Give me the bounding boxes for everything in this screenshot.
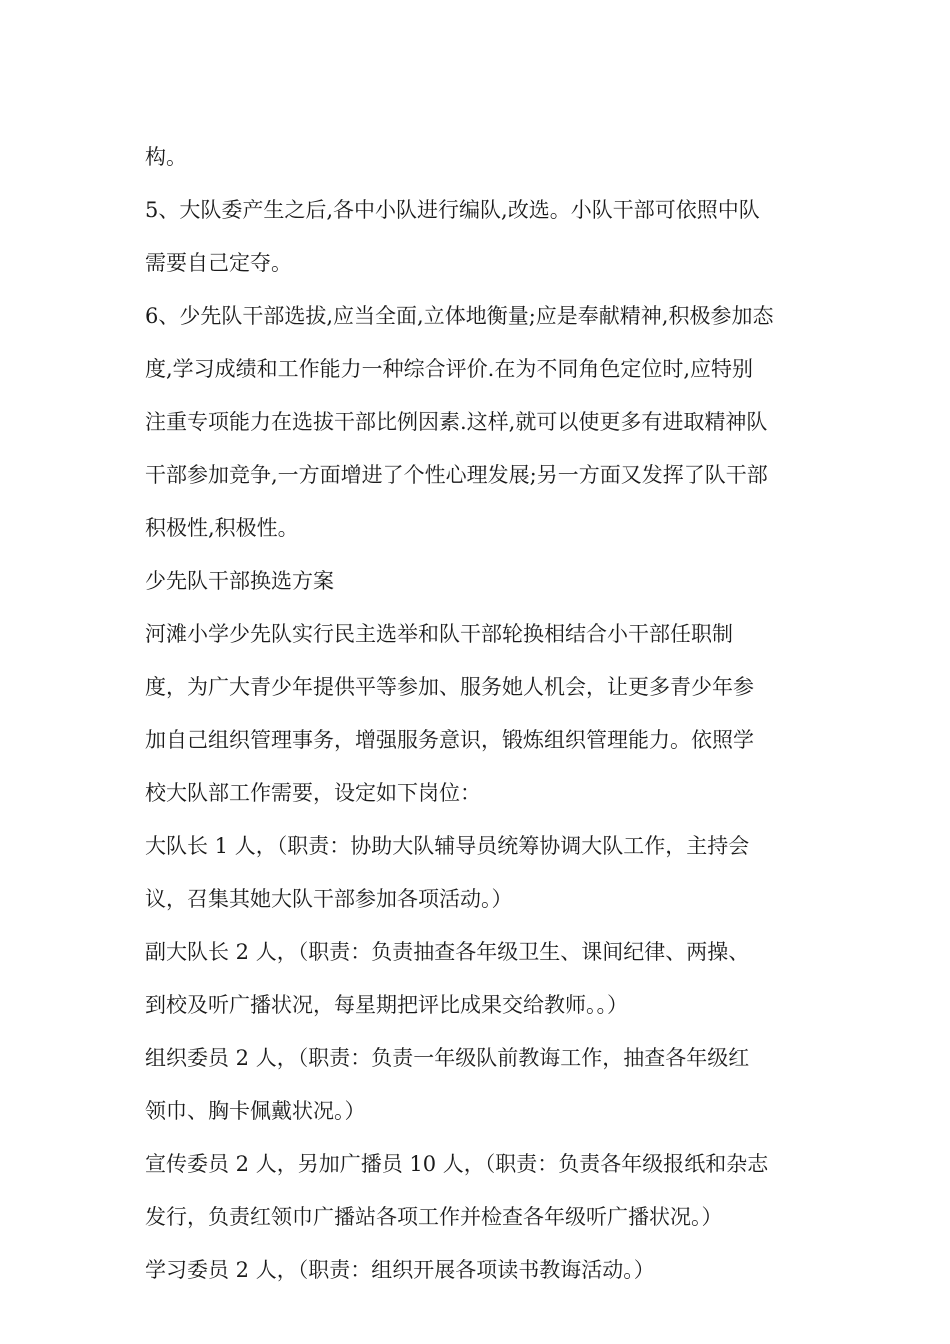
text-line: 河滩小学少先队实行民主选举和队干部轮换相结合小干部任职制	[145, 622, 733, 646]
text-line: 5、大队委产生之后,各中小队进行编队,改选。小队干部可依照中队	[145, 198, 760, 222]
position-captain	[145, 820, 810, 926]
text-line: 校大队部工作需要，设定如下岗位：	[145, 781, 481, 805]
text-line: 度，为广大青少年提供平等参加、服务她人机会，让更多青少年参	[145, 675, 754, 699]
paragraph-2	[145, 184, 810, 290]
text-line: 积极性,积极性。	[145, 516, 299, 540]
text-line: 宣传委员 2 人，另加广播员 10 人，（职责：负责各年级报纸和杂志	[145, 1152, 769, 1176]
position-organization	[145, 1032, 810, 1138]
paragraph-1	[145, 131, 810, 184]
text-line: 议，召集其她大队干部参加各项活动。）	[145, 887, 513, 911]
document-body	[145, 131, 810, 1297]
text-line: 发行，负责红领巾广播站各项工作并检查各年级听广播状况。）	[145, 1205, 723, 1229]
text-line: 副大队长 2 人，（职责：负责抽查各年级卫生、课间纪律、两操、	[145, 940, 750, 964]
heading-text: 少先队干部换选方案	[145, 569, 334, 593]
paragraph-intro	[145, 608, 810, 820]
text-line: 加自己组织管理事务，增强服务意识，锻炼组织管理能力。依照学	[145, 728, 754, 752]
section-heading	[145, 555, 810, 608]
text-line: 大队长 1 人，（职责：协助大队辅导员统筹协调大队工作，主持会	[145, 834, 750, 858]
text-line: 组织委员 2 人，（职责：负责一年级队前教诲工作，抽查各年级红	[145, 1046, 750, 1070]
text-line: 构。	[145, 145, 187, 169]
text-line: 领巾、胸卡佩戴状况。）	[145, 1099, 366, 1123]
text-line: 需要自己定夺。	[145, 251, 292, 275]
position-publicity	[145, 1138, 810, 1244]
text-line: 学习委员 2 人，（职责：组织开展各项读书教诲活动。）	[145, 1258, 655, 1282]
position-study	[145, 1244, 810, 1297]
text-line: 6、少先队干部选拔,应当全面,立体地衡量;应是奉献精神,积极参加态	[145, 304, 774, 328]
text-line: 度,学习成绩和工作能力一种综合评价.在为不同角色定位时,应特别	[145, 357, 754, 381]
text-line: 注重专项能力在选拔干部比例因素.这样,就可以使更多有进取精神队	[145, 410, 768, 434]
text-line: 到校及听广播状况，每星期把评比成果交给教师。。）	[145, 993, 628, 1017]
position-vice-captain	[145, 926, 810, 1032]
paragraph-3	[145, 290, 810, 555]
text-line: 干部参加竞争,一方面增进了个性心理发展;另一方面又发挥了队干部	[145, 463, 768, 487]
